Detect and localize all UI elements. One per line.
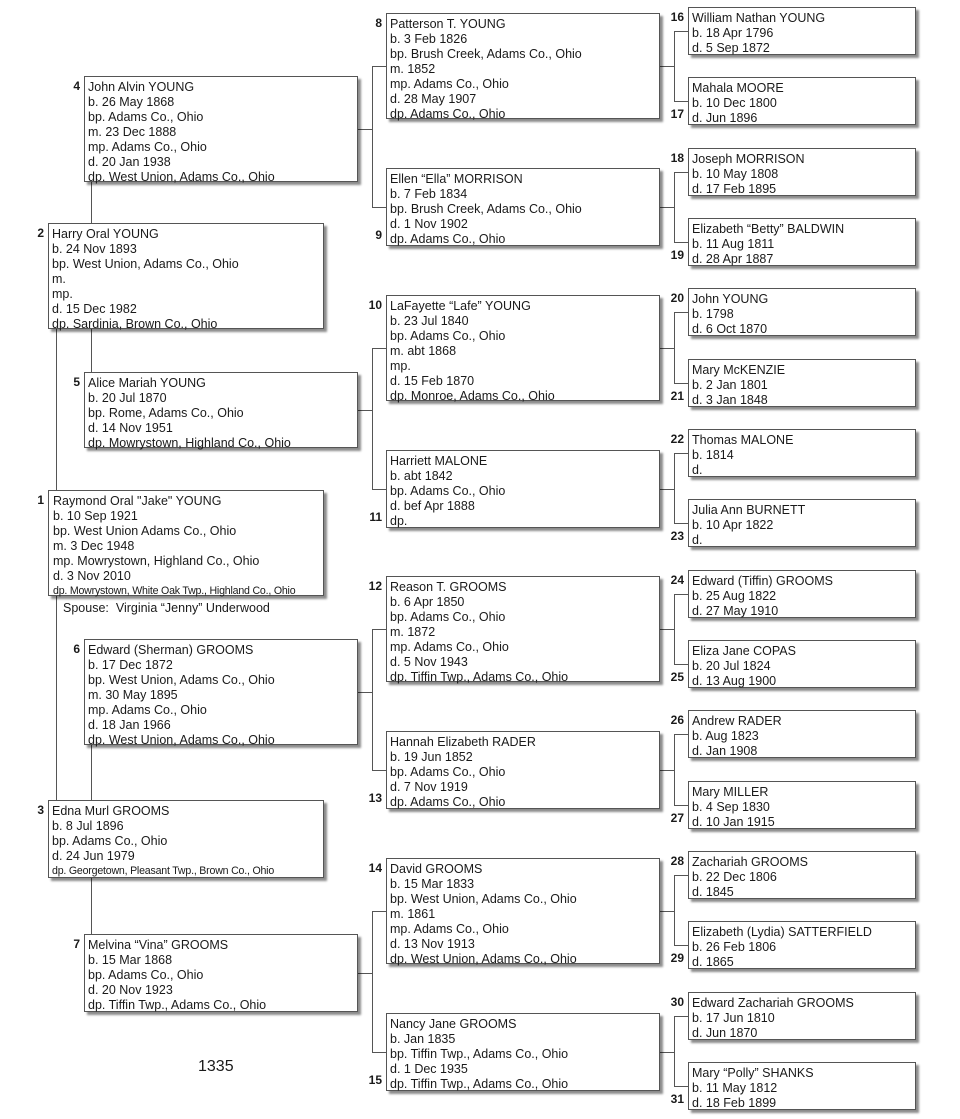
connector-trunk-10 — [674, 312, 675, 383]
person-box-18[interactable] — [688, 148, 916, 196]
connector-5 — [358, 410, 372, 411]
connector-15-31 — [674, 1086, 688, 1087]
ancestor-number: 27 — [670, 811, 684, 825]
person-detail: m. 1861 — [390, 907, 436, 921]
ancestor-number: 9 — [375, 228, 382, 242]
person-detail: bp. Adams Co., Ohio — [88, 110, 204, 124]
ancestor-number: 7 — [73, 937, 80, 951]
connector-trunk-7 — [372, 911, 373, 1052]
person-box-23[interactable] — [688, 499, 916, 547]
connector-3-7 — [91, 878, 92, 934]
connector-7 — [358, 973, 372, 974]
person-detail: dp. West Union, Adams Co., Ohio — [88, 733, 275, 747]
person-detail: dp. Adams Co., Ohio — [390, 107, 506, 121]
person-detail: d. 18 Jan 1966 — [88, 718, 171, 732]
connector-5-10 — [372, 348, 386, 349]
connector-12-25 — [674, 664, 688, 665]
person-name: Edward (Sherman) GROOMS — [88, 643, 254, 657]
connector-trunk-6 — [372, 629, 373, 770]
person-detail: d. 13 Aug 1900 — [692, 674, 777, 688]
person-detail: b. 15 Mar 1833 — [390, 877, 475, 891]
person-detail: b. 22 Dec 1806 — [692, 870, 777, 884]
person-detail: d. 5 Nov 1943 — [390, 655, 468, 669]
person-detail: d. 5 Sep 1872 — [692, 41, 770, 55]
connector-9-19 — [674, 242, 688, 243]
person-detail: bp. West Union Adams Co., Ohio — [53, 524, 237, 538]
person-name: Julia Ann BURNETT — [692, 503, 806, 517]
ancestor-number: 12 — [368, 579, 382, 593]
person-detail: m. 1872 — [390, 625, 436, 639]
person-name: Edward (Tiffin) GROOMS — [692, 574, 833, 588]
person-detail: d. — [692, 533, 703, 547]
connector-12-24 — [674, 594, 688, 595]
person-detail: d. 1 Nov 1902 — [390, 217, 468, 231]
ancestor-number: 2 — [37, 226, 44, 240]
person-detail: b. 6 Apr 1850 — [390, 595, 465, 609]
person-detail: b. 4 Sep 1830 — [692, 800, 770, 814]
connector-11 — [660, 489, 674, 490]
ancestor-number: 16 — [670, 10, 684, 24]
ancestor-number: 11 — [369, 510, 382, 524]
person-detail: dp. Mowrystown, White Oak Twp., Highland Co., Ohio — [53, 585, 296, 597]
person-detail: d. 3 Jan 1848 — [692, 393, 768, 407]
person-box-26[interactable] — [688, 710, 916, 758]
spouse-name: Virginia “Jenny” Underwood — [115, 601, 270, 615]
spouse-label: Spouse: — [63, 601, 109, 615]
ancestor-number: 21 — [670, 389, 684, 403]
person-detail: b. 25 Aug 1822 — [692, 589, 777, 603]
person-detail: m. 1852 — [390, 62, 436, 76]
person-detail: m. 3 Dec 1948 — [53, 539, 135, 553]
person-detail: bp. Adams Co., Ohio — [390, 610, 506, 624]
person-name: Thomas MALONE — [692, 433, 794, 447]
ancestor-number: 20 — [670, 291, 684, 305]
person-detail: b. 26 Feb 1806 — [692, 940, 777, 954]
connector-9-18 — [674, 172, 688, 173]
person-detail: b. 26 May 1868 — [88, 95, 175, 109]
person-detail: b. 10 Dec 1800 — [692, 96, 777, 110]
connector-8-16 — [674, 31, 688, 32]
connector-trunk-12 — [674, 594, 675, 664]
person-detail: mp. Adams Co., Ohio — [88, 703, 207, 717]
person-detail: bp. West Union, Adams Co., Ohio — [390, 892, 577, 906]
person-detail: bp. Adams Co., Ohio — [390, 484, 506, 498]
person-name: Hannah Elizabeth RADER — [390, 735, 536, 749]
connector-13-26 — [674, 734, 688, 735]
person-box-17[interactable] — [688, 77, 916, 125]
connector-trunk-5 — [372, 348, 373, 489]
person-box-1[interactable] — [48, 490, 324, 596]
person-detail: b. abt 1842 — [390, 469, 453, 483]
person-detail: b. Jan 1835 — [390, 1032, 456, 1046]
person-box-20[interactable] — [688, 288, 916, 336]
connector-10 — [660, 348, 674, 349]
person-detail: bp. Adams Co., Ohio — [52, 834, 168, 848]
ancestor-number: 28 — [670, 854, 684, 868]
person-detail: b. 1814 — [692, 448, 734, 462]
ancestor-number: 13 — [368, 791, 382, 805]
person-detail: b. 19 Jun 1852 — [390, 750, 473, 764]
person-box-30[interactable] — [688, 992, 916, 1040]
person-box-19[interactable] — [688, 218, 916, 266]
person-box-3[interactable] — [48, 800, 324, 878]
connector-3-6 — [91, 745, 92, 800]
connector-2-4 — [91, 182, 92, 223]
connector-14-29 — [674, 945, 688, 946]
connector-7-14 — [372, 911, 386, 912]
person-detail: b. Aug 1823 — [692, 729, 759, 743]
person-detail: b. 11 Aug 1811 — [692, 237, 775, 251]
person-detail: b. 7 Feb 1834 — [390, 187, 468, 201]
connector-6-12 — [372, 629, 386, 630]
person-box-4[interactable] — [84, 76, 358, 182]
person-name: Raymond Oral "Jake" YOUNG — [53, 494, 222, 508]
person-name: Andrew RADER — [692, 714, 782, 728]
person-detail: d. 28 Apr 1887 — [692, 252, 774, 266]
connector-12 — [660, 629, 674, 630]
person-detail: b. 11 May 1812 — [692, 1081, 778, 1095]
person-detail: b. 18 Apr 1796 — [692, 26, 774, 40]
person-name: Reason T. GROOMS — [390, 580, 507, 594]
person-detail: bp. Adams Co., Ohio — [390, 329, 506, 343]
person-name: Mary MILLER — [692, 785, 769, 799]
person-detail: mp. Adams Co., Ohio — [390, 640, 509, 654]
connector-14-28 — [674, 875, 688, 876]
person-detail: d. — [692, 463, 703, 477]
person-name: Harry Oral YOUNG — [52, 227, 159, 241]
ancestor-number: 31 — [670, 1092, 684, 1106]
ancestor-number: 24 — [670, 573, 684, 587]
person-detail: b. 1798 — [692, 307, 734, 321]
connector-9 — [660, 207, 674, 208]
person-detail: dp. Tiffin Twp., Adams Co., Ohio — [88, 998, 267, 1012]
person-detail: mp. Mowrystown, Highland Co., Ohio — [53, 554, 260, 568]
person-detail: b. 24 Nov 1893 — [52, 242, 137, 256]
person-detail: dp. Tiffin Twp., Adams Co., Ohio — [390, 1077, 569, 1091]
person-box-6[interactable] — [84, 639, 358, 745]
page-number: 1335 — [198, 1058, 234, 1075]
connector-trunk-15 — [674, 1016, 675, 1086]
person-detail: d. 17 Feb 1895 — [692, 182, 777, 196]
person-detail: dp. Adams Co., Ohio — [390, 795, 506, 809]
person-detail: m. 30 May 1895 — [88, 688, 178, 702]
person-detail: d. 15 Feb 1870 — [390, 374, 475, 388]
ancestor-number: 5 — [73, 375, 80, 389]
person-box-28[interactable] — [688, 851, 916, 899]
person-box-31[interactable] — [688, 1062, 916, 1110]
person-box-21[interactable] — [688, 359, 916, 407]
person-detail: dp. Sardinia, Brown Co., Ohio — [52, 317, 218, 331]
person-name: Zachariah GROOMS — [692, 855, 809, 869]
person-detail: mp. — [390, 359, 411, 373]
person-name: Harriett MALONE — [390, 454, 488, 468]
person-name: Patterson T. YOUNG — [390, 17, 506, 31]
person-detail: mp. Adams Co., Ohio — [88, 140, 207, 154]
person-detail: dp. Tiffin Twp., Adams Co., Ohio — [390, 670, 569, 684]
connector-trunk-8 — [674, 31, 675, 101]
person-detail: m. 23 Dec 1888 — [88, 125, 177, 139]
person-detail: dp. Adams Co., Ohio — [390, 232, 506, 246]
person-name: Melvina “Vina” GROOMS — [88, 938, 229, 952]
connector-1-2 — [56, 329, 57, 490]
spouse-line — [63, 601, 270, 615]
connector-8 — [660, 66, 674, 67]
person-detail: bp. Brush Creek, Adams Co., Ohio — [390, 202, 582, 216]
person-detail: d. 10 Jan 1915 — [692, 815, 775, 829]
person-name: Alice Mariah YOUNG — [88, 376, 206, 390]
person-detail: b. 3 Feb 1826 — [390, 32, 468, 46]
connector-4-8 — [372, 66, 386, 67]
connector-14 — [660, 911, 674, 912]
person-detail: d. Jun 1870 — [692, 1026, 758, 1040]
connector-6 — [358, 692, 372, 693]
person-name: John YOUNG — [692, 292, 769, 306]
ancestor-number: 15 — [368, 1073, 382, 1087]
person-detail: dp. Monroe, Adams Co., Ohio — [390, 389, 555, 403]
person-name: William Nathan YOUNG — [692, 11, 826, 25]
person-detail: bp. Rome, Adams Co., Ohio — [88, 406, 244, 420]
person-detail: bp. Adams Co., Ohio — [390, 765, 506, 779]
person-detail: d. bef Apr 1888 — [390, 499, 475, 513]
person-box-14[interactable] — [386, 858, 660, 964]
person-detail: b. 15 Mar 1868 — [88, 953, 173, 967]
connector-7-15 — [372, 1052, 386, 1053]
person-name: Nancy Jane GROOMS — [390, 1017, 517, 1031]
connector-11-23 — [674, 523, 688, 524]
person-detail: bp. West Union, Adams Co., Ohio — [88, 673, 275, 687]
person-detail: mp. Adams Co., Ohio — [390, 922, 509, 936]
person-box-12[interactable] — [386, 576, 660, 682]
connector-6-13 — [372, 770, 386, 771]
connector-8-17 — [674, 101, 688, 102]
person-box-2[interactable] — [48, 223, 324, 329]
person-detail: d. 14 Nov 1951 — [88, 421, 173, 435]
ancestor-number: 8 — [375, 16, 382, 30]
person-detail: d. Jan 1908 — [692, 744, 758, 758]
person-name: Edna Murl GROOMS — [52, 804, 170, 818]
person-detail: d. 15 Dec 1982 — [52, 302, 137, 316]
person-box-9[interactable] — [386, 168, 660, 246]
person-detail: dp. West Union, Adams Co., Ohio — [390, 952, 577, 966]
person-detail: b. 23 Jul 1840 — [390, 314, 469, 328]
connector-15-30 — [674, 1016, 688, 1017]
connector-trunk-14 — [674, 875, 675, 945]
person-detail: b. 17 Jun 1810 — [692, 1011, 775, 1025]
person-detail: d. 1845 — [692, 885, 734, 899]
person-detail: d. 28 May 1907 — [390, 92, 477, 106]
person-name: Mary McKENZIE — [692, 363, 786, 377]
connector-10-20 — [674, 312, 688, 313]
person-box-27[interactable] — [688, 781, 916, 829]
person-box-24[interactable] — [688, 570, 916, 618]
connector-trunk-9 — [674, 172, 675, 242]
person-detail: dp. — [390, 514, 408, 528]
person-detail: b. 20 Jul 1870 — [88, 391, 167, 405]
person-box-15[interactable] — [386, 1013, 660, 1091]
person-detail: d. 18 Feb 1899 — [692, 1096, 777, 1110]
person-box-11[interactable] — [386, 450, 660, 528]
person-box-22[interactable] — [688, 429, 916, 477]
person-detail: dp. Georgetown, Pleasant Twp., Brown Co., Ohio — [52, 865, 275, 877]
connector-10-21 — [674, 383, 688, 384]
ancestor-number: 23 — [670, 529, 684, 543]
person-detail: d. 1 Dec 1935 — [390, 1062, 468, 1076]
ancestor-number: 10 — [368, 298, 382, 312]
connector-4-9 — [372, 207, 386, 208]
ancestor-number: 4 — [73, 79, 80, 93]
person-name: Ellen “Ella” MORRISON — [390, 172, 523, 186]
connector-trunk-11 — [674, 453, 675, 523]
connector-2-5 — [91, 329, 92, 372]
person-detail: d. 7 Nov 1919 — [390, 780, 468, 794]
person-detail: m. abt 1868 — [390, 344, 457, 358]
ancestor-number: 17 — [670, 107, 684, 121]
person-name: John Alvin YOUNG — [88, 80, 195, 94]
person-detail: bp. West Union, Adams Co., Ohio — [52, 257, 239, 271]
ancestor-number: 1 — [37, 493, 44, 507]
person-detail: bp. Tiffin Twp., Adams Co., Ohio — [390, 1047, 569, 1061]
person-detail: d. 3 Nov 2010 — [53, 569, 131, 583]
person-detail: bp. Adams Co., Ohio — [88, 968, 204, 982]
connector-trunk-13 — [674, 734, 675, 805]
ancestor-number: 26 — [670, 713, 684, 727]
person-name: LaFayette “Lafe” YOUNG — [390, 299, 531, 313]
connector-5-11 — [372, 489, 386, 490]
person-detail: m. — [52, 272, 66, 286]
person-box-10[interactable] — [386, 295, 660, 401]
ancestor-number: 3 — [37, 803, 44, 817]
person-detail: d. 1865 — [692, 955, 734, 969]
connector-11-22 — [674, 453, 688, 454]
connector-trunk-4 — [372, 66, 373, 207]
person-detail: d. Jun 1896 — [692, 111, 758, 125]
ancestor-number: 14 — [368, 861, 382, 875]
person-name: Joseph MORRISON — [692, 152, 805, 166]
person-detail: d. 20 Nov 1923 — [88, 983, 173, 997]
ancestor-number: 19 — [670, 248, 684, 262]
person-box-8[interactable] — [386, 13, 660, 119]
ancestor-number: 30 — [670, 995, 684, 1009]
person-detail: b. 10 Apr 1822 — [692, 518, 774, 532]
person-name: Edward Zachariah GROOMS — [692, 996, 854, 1010]
connector-15 — [660, 1052, 674, 1053]
person-detail: b. 20 Jul 1824 — [692, 659, 771, 673]
person-name: David GROOMS — [390, 862, 483, 876]
person-detail: b. 2 Jan 1801 — [692, 378, 768, 392]
person-box-5[interactable] — [84, 372, 358, 448]
person-detail: b. 8 Jul 1896 — [52, 819, 124, 833]
person-box-13[interactable] — [386, 731, 660, 809]
person-detail: mp. — [52, 287, 73, 301]
person-name: Elizabeth (Lydia) SATTERFIELD — [692, 925, 872, 939]
person-detail: d. 24 Jun 1979 — [52, 849, 135, 863]
person-name: Eliza Jane COPAS — [692, 644, 796, 658]
ancestor-number: 22 — [670, 432, 684, 446]
person-detail: bp. Brush Creek, Adams Co., Ohio — [390, 47, 582, 61]
person-name: Mary “Polly” SHANKS — [692, 1066, 814, 1080]
person-detail: mp. Adams Co., Ohio — [390, 77, 509, 91]
ancestor-number: 18 — [670, 151, 684, 165]
connector-4 — [358, 129, 372, 130]
person-box-25[interactable] — [688, 640, 916, 688]
person-detail: d. 27 May 1910 — [692, 604, 779, 618]
person-box-29[interactable] — [688, 921, 916, 969]
person-detail: d. 20 Jan 1938 — [88, 155, 171, 169]
person-detail: b. 17 Dec 1872 — [88, 658, 173, 672]
ancestor-number: 6 — [73, 642, 80, 656]
person-detail: dp. Mowrystown, Highland Co., Ohio — [88, 436, 291, 450]
person-detail: d. 6 Oct 1870 — [692, 322, 768, 336]
person-box-7[interactable] — [84, 934, 358, 1012]
ancestor-number: 25 — [670, 670, 684, 684]
person-detail: dp. West Union, Adams Co., Ohio — [88, 170, 275, 184]
ancestor-number: 29 — [670, 951, 684, 965]
person-name: Elizabeth “Betty” BALDWIN — [692, 222, 845, 236]
connector-13 — [660, 770, 674, 771]
person-detail: d. 13 Nov 1913 — [390, 937, 475, 951]
connector-1-3 — [56, 596, 57, 800]
person-detail: b. 10 Sep 1921 — [53, 509, 138, 523]
connector-13-27 — [674, 805, 688, 806]
person-box-16[interactable] — [688, 7, 916, 55]
person-detail: b. 10 May 1808 — [692, 167, 779, 181]
person-name: Mahala MOORE — [692, 81, 784, 95]
